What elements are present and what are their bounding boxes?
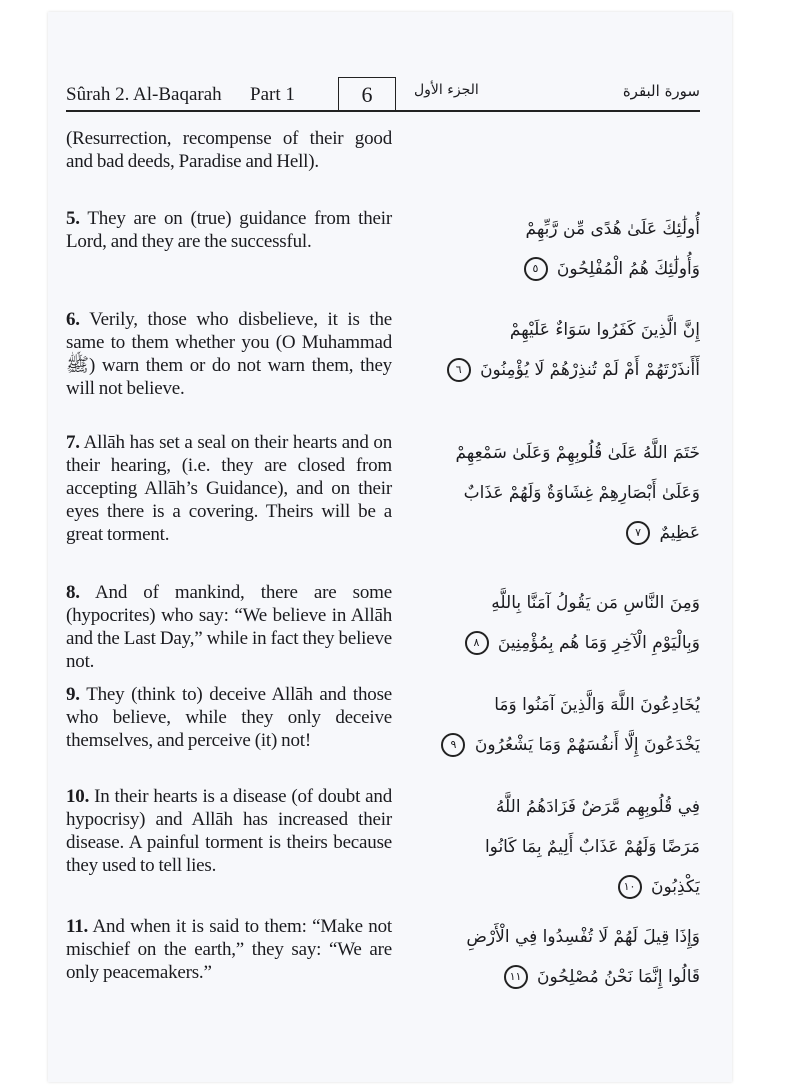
verse-text: Allāh has set a seal on their hearts and on their hearing, (i.e. they are closed from accepting Allāh’s Guidance), and on their eyes there is a covering. Theirs will be a great torment.: [66, 432, 392, 545]
arabic-line-text: مَرَضًا وَلَهُمْ عَذَابٌ أَلِيمٌ بِمَا كَانُوا: [484, 837, 700, 857]
verse-translation: [66, 581, 392, 683]
arabic-verse: [404, 207, 700, 308]
arabic-line-text: وَأُولَٰئِكَ هُمُ الْمُفْلِحُونَ: [556, 259, 700, 279]
arabic-line-text: يَكْذِبُونَ: [650, 877, 700, 897]
arabic-line: [404, 623, 700, 663]
surah-title: Sûrah 2. Al-Baqarah: [66, 84, 222, 105]
verse-number: 11.: [66, 916, 89, 937]
arabic-line: [404, 350, 700, 390]
verse-end-marker-icon: ٦: [447, 358, 471, 382]
verse-text: And when it is said to them: “Make not mischief on the earth,” they say: “We are only peacemakers.”: [66, 916, 392, 983]
arabic-verse: [404, 308, 700, 431]
part-label: Part 1: [250, 84, 295, 105]
verse-end-marker-icon: ١١: [504, 965, 528, 989]
verse-number: 6.: [66, 309, 80, 330]
arabic-line-text: يُخَادِعُونَ اللَّهَ وَالَّذِينَ آمَنُوا وَمَا: [494, 695, 700, 715]
verse-translation: [66, 431, 392, 581]
arabic-line-text: فِي قُلُوبِهِم مَّرَضٌ فَزَادَهُمُ اللَّهُ: [495, 797, 700, 817]
arabic-line: [404, 725, 700, 765]
arabic-line: [404, 787, 700, 827]
verse-text: In their hearts is a disease (of doubt and hypocrisy) and Allāh has increased their disease. A painful torment is theirs because they used to tell lies.: [66, 786, 392, 876]
verse-end-marker-icon: ٩: [441, 733, 465, 757]
arabic-line: [404, 249, 700, 289]
arabic-line: [404, 957, 700, 997]
intro-text: (Resurrection, recompense of their good and bad deeds, Paradise and Hell).: [66, 128, 392, 172]
verse-translation: [66, 785, 392, 915]
arabic-line-text: يَخْدَعُونَ إِلَّا أَنفُسَهُمْ وَمَا يَشْعُرُونَ: [474, 735, 700, 755]
arabic-line: [404, 513, 700, 553]
verse-number: 5.: [66, 208, 80, 229]
arabic-line: [404, 867, 700, 907]
verse-end-marker-icon: ١٠: [618, 875, 642, 899]
arabic-line-text: وَعَلَىٰ أَبْصَارِهِمْ غِشَاوَةٌ وَلَهُمْ عَذَابٌ: [463, 483, 700, 503]
verse-number: 10.: [66, 786, 90, 807]
verse-translation: [66, 207, 392, 308]
verse-text: Verily, those who disbelieve, it is the same to them whether you (O Muhammad ﷺ) warn them or do not warn them, they will not believe.: [66, 309, 392, 399]
arabic-verse: [404, 915, 700, 1015]
arabic-line-text: وَمِنَ النَّاسِ مَن يَقُولُ آمَنَّا بِاللَّهِ: [491, 593, 700, 613]
arabic-line: [404, 473, 700, 513]
arabic-line: [404, 310, 700, 350]
verse-text: They are on (true) guidance from their Lord, and they are the successful.: [66, 208, 392, 252]
arabic-line: [404, 583, 700, 623]
arabic-line-text: وَإِذَا قِيلَ لَهُمْ لَا تُفْسِدُوا فِي الْأَرْضِ: [466, 927, 700, 947]
arabic-line-text: وَبِالْيَوْمِ الْآخِرِ وَمَا هُم بِمُؤْمِنِينَ: [497, 633, 700, 653]
verse-end-marker-icon: ٧: [626, 521, 650, 545]
arabic-surah-title: سورة البقرة: [622, 82, 700, 100]
arabic-verse: [404, 785, 700, 915]
verse-number: 8.: [66, 582, 80, 603]
arabic-verse: [404, 431, 700, 581]
verse-end-marker-icon: ٥: [524, 257, 548, 281]
arabic-spacer: [404, 127, 700, 207]
verse-number: 7.: [66, 432, 80, 453]
verse-translation: [66, 683, 392, 785]
arabic-line-text: قَالُوا إِنَّمَا نَحْنُ مُصْلِحُونَ: [536, 967, 700, 987]
arabic-part-label: الجزء الأول: [414, 82, 479, 98]
verse-translation: [66, 308, 392, 431]
verse-text: They (think to) deceive Allāh and those who believe, while they only deceive themselves, and perceive (it) not!: [66, 684, 392, 751]
arabic-line-text: خَتَمَ اللَّهُ عَلَىٰ قُلُوبِهِمْ وَعَلَىٰ سَمْعِهِمْ: [455, 443, 700, 463]
arabic-line-text: أَأَنذَرْتَهُمْ أَمْ لَمْ تُنذِرْهُمْ لَا يُؤْمِنُونَ: [480, 360, 700, 380]
verses-body: [66, 127, 700, 1015]
arabic-verse: [404, 683, 700, 785]
arabic-line: [404, 827, 700, 867]
verse-end-marker-icon: ٨: [465, 631, 489, 655]
arabic-line: [404, 917, 700, 957]
arabic-line: [404, 433, 700, 473]
arabic-line-text: أُولَٰئِكَ عَلَىٰ هُدًى مِّن رَّبِّهِمْ: [525, 219, 700, 239]
arabic-line-text: عَظِيمٌ: [659, 523, 700, 543]
verse-text: And of mankind, there are some (hypocrites) who say: “We believe in Allāh and the Last Day,” while in fact they believe not.: [66, 582, 392, 672]
verse-number: 9.: [66, 684, 80, 705]
arabic-line: [404, 685, 700, 725]
page-header: [66, 80, 700, 112]
arabic-verse: [404, 581, 700, 683]
page-number: 6: [338, 77, 396, 110]
arabic-line: [404, 209, 700, 249]
verse-translation: [66, 915, 392, 1015]
arabic-line-text: إِنَّ الَّذِينَ كَفَرُوا سَوَاءٌ عَلَيْهِمْ: [509, 320, 700, 340]
